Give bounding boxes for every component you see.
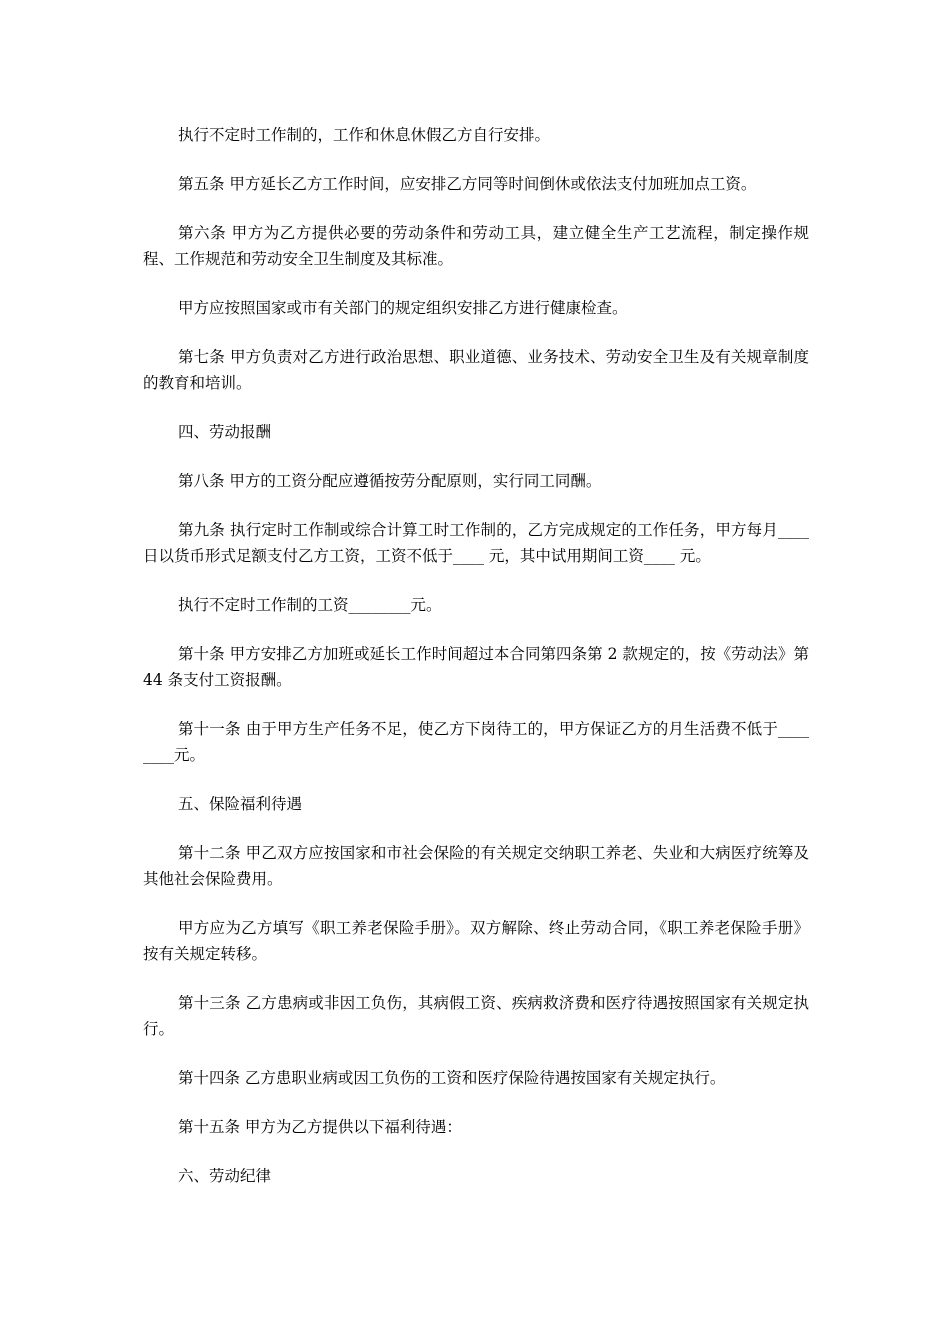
section-heading-4: 四、劳动报酬	[178, 423, 272, 441]
paragraph: 执行不定时工作制的工资________元。	[178, 596, 442, 614]
article-6: 第六条 甲方为乙方提供必要的劳动条件和劳动工具，建立健全生产工艺流程，制定操作规程、工作规范和劳动安全卫生制度及其标准。	[143, 224, 809, 268]
article-15: 第十五条 甲方为乙方提供以下福利待遇：	[178, 1118, 462, 1136]
section-heading-5: 五、保险福利待遇	[178, 795, 303, 813]
paragraph: 甲方应按照国家或市有关部门的规定组织安排乙方进行健康检查。	[178, 299, 628, 317]
article-5: 第五条 甲方延长乙方工作时间，应安排乙方同等时间倒休或依法支付加班加点工资。	[178, 175, 757, 193]
article-13: 第十三条 乙方患病或非因工负伤，其病假工资、疾病救济费和医疗待遇按照国家有关规定执行。	[143, 994, 809, 1038]
paragraph: 甲方应为乙方填写《职工养老保险手册》。双方解除、终止劳动合同，《职工养老保险手册》按有关规定转移。	[143, 919, 809, 963]
article-9: 第九条 执行定时工作制或综合计算工时工作制的，乙方完成规定的工作任务，甲方每月____ 日以货币形式足额支付乙方工资，工资不低于____ 元，其中试用期间工资____ 元。	[143, 521, 809, 565]
paragraph: 执行不定时工作制的，工作和休息休假乙方自行安排。	[178, 126, 551, 144]
article-8: 第八条 甲方的工资分配应遵循按劳分配原则，实行同工同酬。	[178, 472, 602, 490]
document-body	[143, 122, 809, 1212]
article-7: 第七条 甲方负责对乙方进行政治思想、职业道德、业务技术、劳动安全卫生及有关规章制度的教育和培训。	[143, 348, 809, 392]
article-12: 第十二条 甲乙双方应按国家和市社会保险的有关规定交纳职工养老、失业和大病医疗统筹及其他社会保险费用。	[143, 844, 809, 888]
article-10: 第十条 甲方安排乙方加班或延长工作时间超过本合同第四条第 2 款规定的，按《劳动法》第 44 条支付工资报酬。	[143, 645, 809, 689]
section-heading-6: 六、劳动纪律	[178, 1167, 272, 1185]
article-14: 第十四条 乙方患职业病或因工负伤的工资和医疗保险待遇按国家有关规定执行。	[178, 1069, 726, 1087]
article-11: 第十一条 由于甲方生产任务不足，使乙方下岗待工的，甲方保证乙方的月生活费不低于________元。	[143, 720, 809, 764]
